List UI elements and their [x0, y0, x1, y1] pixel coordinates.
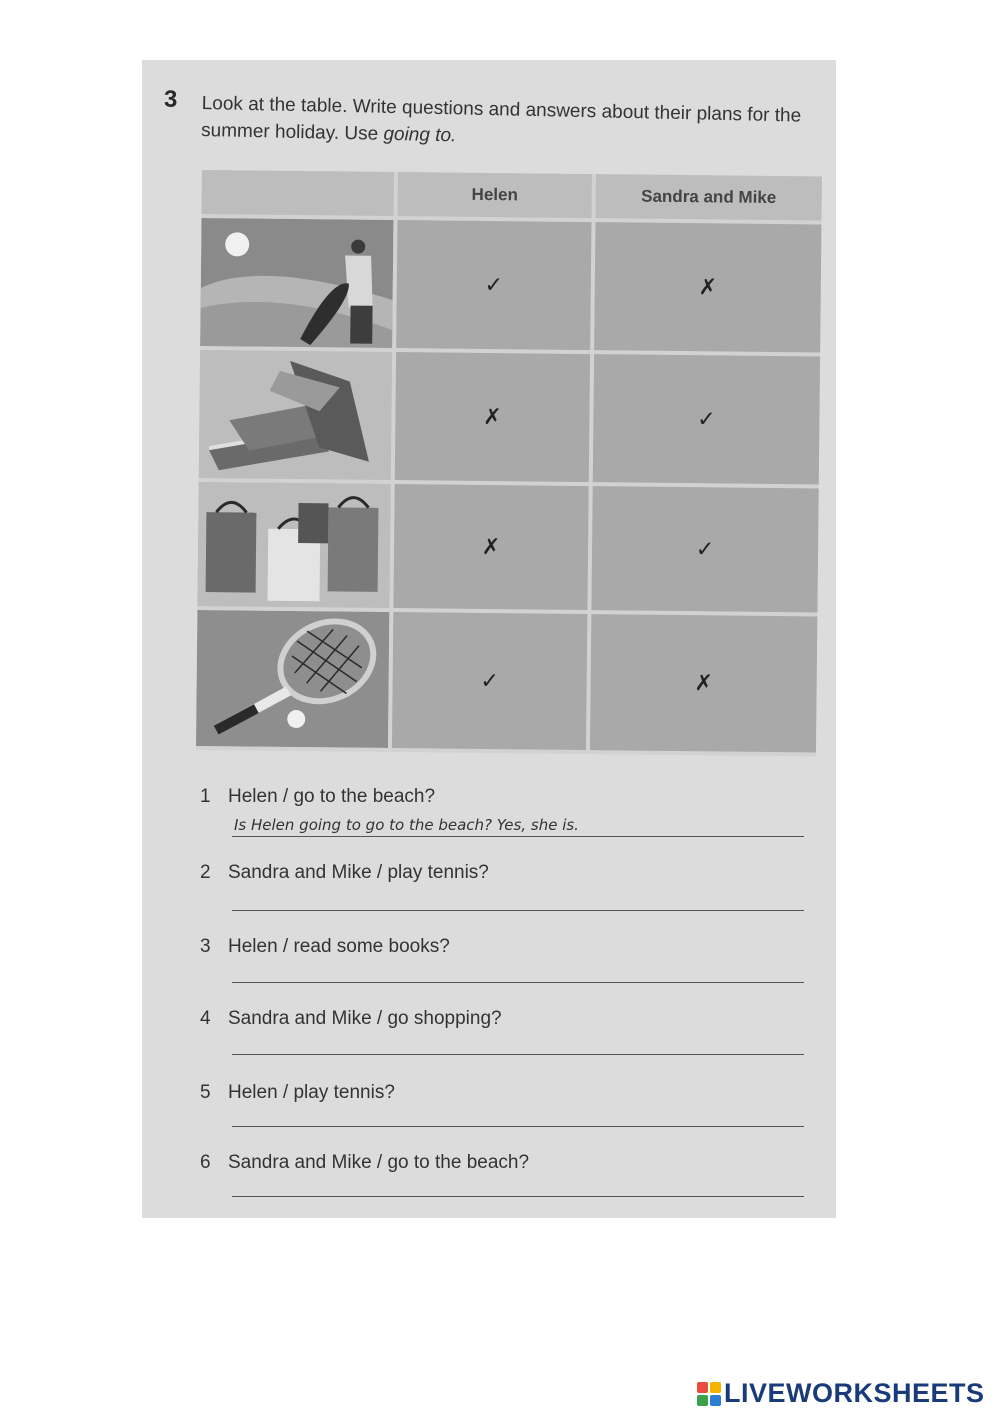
question-text: Helen / go to the beach? [228, 786, 436, 807]
question-number: 5 [200, 1082, 211, 1103]
question-number: 3 [200, 936, 211, 957]
helen-shopping-mark: ✗ [393, 484, 588, 610]
instruction-italic: going to. [383, 123, 457, 147]
sandra-mike-shopping-mark: ✓ [591, 486, 818, 612]
tennis-racket-icon [196, 610, 389, 748]
answer-line-1 [232, 836, 804, 837]
brand-name: LIVEWORKSHEETS [724, 1378, 985, 1408]
question-3 [200, 936, 450, 958]
question-6 [200, 1152, 529, 1174]
sandra-mike-tennis-mark: ✗ [590, 614, 817, 752]
logo-squares-icon [697, 1382, 721, 1406]
answer-line-6 [232, 1196, 804, 1197]
helen-books-mark: ✗ [395, 352, 590, 482]
surfing-beach-icon [200, 218, 393, 348]
answer-1: Is Helen going to go to the beach? Yes, she is. [234, 816, 579, 834]
liveworksheets-logo [697, 1378, 985, 1409]
sandra-mike-books-mark: ✓ [593, 354, 820, 484]
plans-table [196, 170, 822, 756]
header-helen: Helen [398, 172, 592, 218]
answer-line-2 [232, 910, 804, 911]
question-text: Helen / play tennis? [228, 1082, 395, 1103]
books-icon [199, 350, 392, 480]
question-1 [200, 786, 435, 808]
header-sandra-mike: Sandra and Mike [596, 174, 822, 220]
question-5 [200, 1082, 395, 1104]
instruction-text: Look at the table. Write questions and answers about their plans for the summer holiday. Use [200, 92, 802, 145]
exercise-number: 3 [164, 86, 178, 113]
helen-tennis-mark: ✓ [392, 612, 587, 750]
question-2 [200, 862, 489, 884]
question-number: 6 [200, 1152, 211, 1173]
question-text: Helen / read some books? [228, 936, 450, 957]
question-4 [200, 1008, 502, 1030]
shopping-bags-icon [197, 482, 390, 608]
question-number: 2 [200, 862, 211, 883]
exercise-instruction [201, 90, 812, 157]
worksheet-photo [142, 60, 836, 1218]
sandra-mike-beach-mark: ✗ [594, 222, 821, 352]
header-blank [202, 170, 394, 216]
question-text: Sandra and Mike / play tennis? [228, 862, 489, 883]
answer-line-5 [232, 1126, 804, 1127]
question-text: Sandra and Mike / go shopping? [228, 1008, 502, 1029]
helen-beach-mark: ✓ [396, 220, 591, 350]
question-number: 4 [200, 1008, 211, 1029]
answer-line-3 [232, 982, 804, 983]
question-number: 1 [200, 786, 211, 807]
answer-line-4 [232, 1054, 804, 1055]
question-text: Sandra and Mike / go to the beach? [228, 1152, 530, 1173]
